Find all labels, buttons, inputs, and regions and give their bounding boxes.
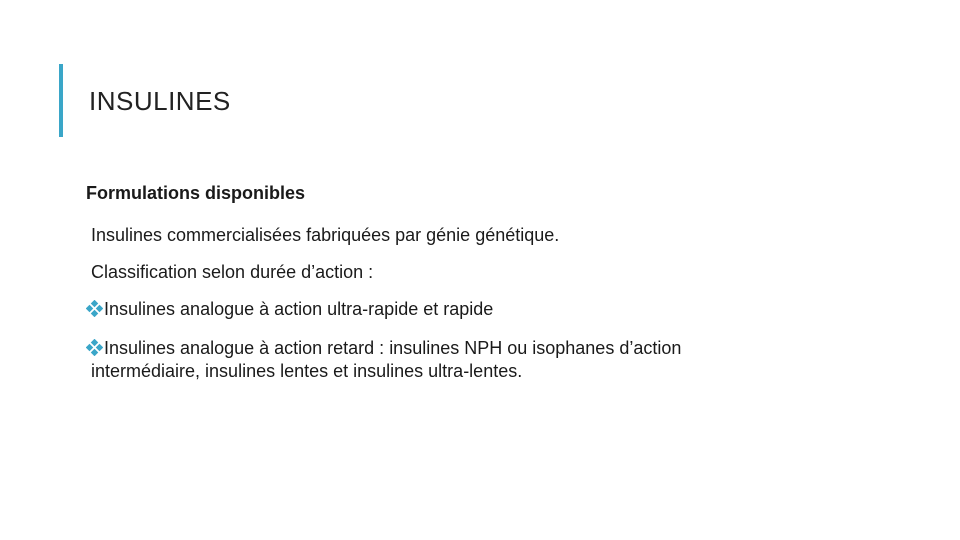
bullet-text-continuation: intermédiaire, insulines lentes et insulines ultra-lentes. [91, 361, 523, 381]
body-line-classification: Classification selon durée d’action : [91, 262, 374, 282]
bullet-text: Insulines analogue à action retard : insulines NPH ou isophanes d’action [104, 338, 682, 358]
bullet-item-rapid [86, 298, 846, 321]
diamond-bullet-icon [86, 300, 103, 317]
slide-title: INSULINES [89, 86, 231, 116]
diamond-bullet-icon [86, 339, 103, 356]
bullet-text: Insulines analogue à action ultra-rapide et rapide [104, 299, 494, 319]
title-accent-bar [59, 64, 63, 137]
body-line-genetic-engineering: Insulines commercialisées fabriquées par génie génétique. [91, 225, 560, 245]
bullet-item-retard [86, 337, 846, 383]
section-subheading: Formulations disponibles [86, 183, 306, 203]
